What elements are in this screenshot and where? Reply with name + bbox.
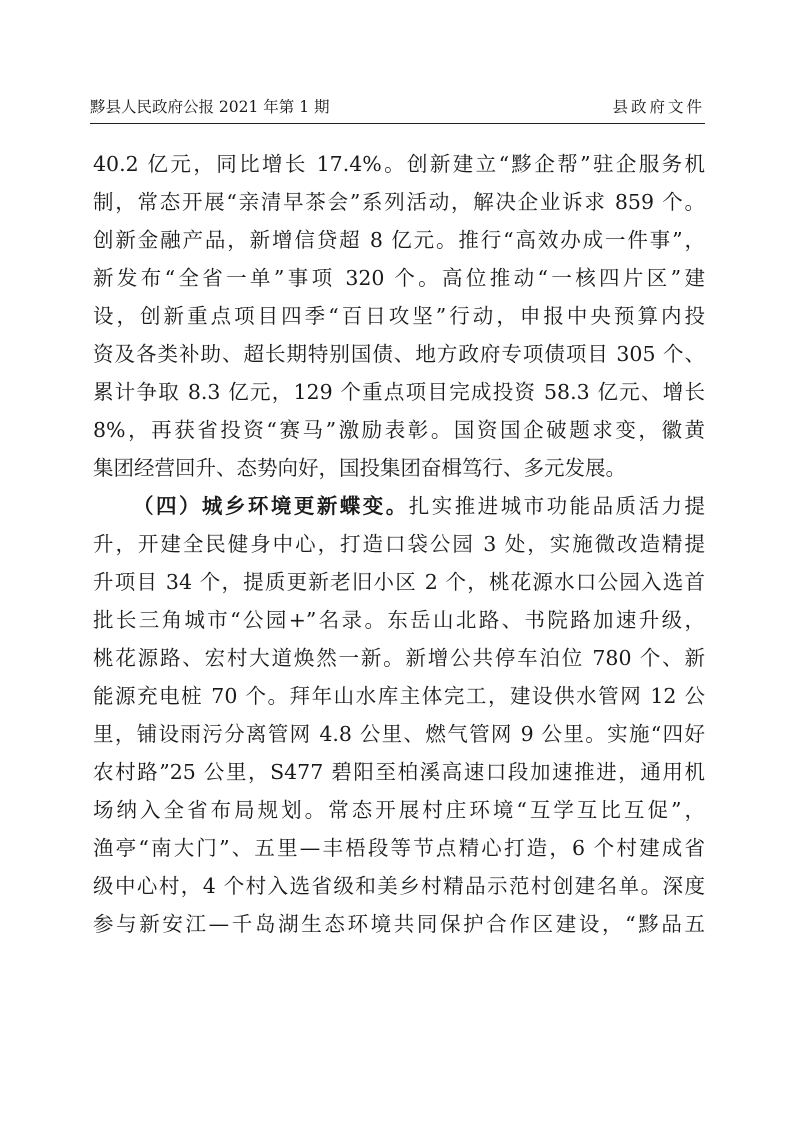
gazette-title: 黟县人民政府公报 2021 年第 1 期 <box>90 98 330 116</box>
heading-line-rest: 扎实推进城市功能品质活力提 <box>408 494 705 518</box>
text-line <box>93 487 705 525</box>
text-line: 农村路”25 公里，S477 碧阳至柏溪高速口段加速推进，通用机 <box>93 760 705 784</box>
text-line: 渔亭“南大门”、五里—丰梧段等节点精心打造，6 个村建成省 <box>93 836 705 860</box>
paragraph-economy <box>93 145 705 487</box>
text-line: 资及各类补助、超长期特别国债、地方政府专项债项目 305 个、 <box>93 342 705 366</box>
text-line: 创新金融产品，新增信贷超 8 亿元。推行“高效办成一件事”， <box>93 228 705 252</box>
text-line: 级中心村，4 个村入选省级和美乡村精品示范村创建名单。深度 <box>93 874 705 898</box>
text-line: 设，创新重点项目四季“百日攻坚”行动，申报中央预算内投 <box>93 304 705 328</box>
text-line: 累计争取 8.3 亿元，129 个重点项目完成投资 58.3 亿元、增长 <box>93 380 705 404</box>
text-line: 场纳入全省布局规划。常态开展村庄环境“互学互比互促”， <box>93 798 705 822</box>
text-line: 新发布“全省一单”事项 320 个。高位推动“一核四片区”建 <box>93 266 705 290</box>
document-body <box>93 145 705 943</box>
paragraph-urban-rural <box>93 487 705 943</box>
text-line: 制，常态开展“亲清早茶会”系列活动，解决企业诉求 859 个。 <box>93 190 705 214</box>
text-line: 集团经营回升、态势向好，国投集团奋楫笃行、多元发展。 <box>93 456 626 480</box>
section-label: 县政府文件 <box>612 98 705 116</box>
text-line: 8%，再获省投资“赛马”激励表彰。国资国企破题求变，徽黄 <box>93 418 705 442</box>
text-line: 参与新安江—千岛湖生态环境共同保护合作区建设，“黟品五 <box>93 912 705 936</box>
text-line: 批长三角城市“公园+”名录。东岳山北路、书院路加速升级， <box>93 608 705 632</box>
text-line: 桃花源路、宏村大道焕然一新。新增公共停车泊位 780 个、新 <box>93 646 705 670</box>
text-line: 升项目 34 个，提质更新老旧小区 2 个，桃花源水口公园入选首 <box>93 570 705 594</box>
page-header <box>90 94 705 120</box>
text-line: 升，开建全民健身中心，打造口袋公园 3 处，实施微改造精提 <box>93 532 705 556</box>
header-divider <box>90 123 705 124</box>
text-line: 能源充电桩 70 个。拜年山水库主体完工，建设供水管网 12 公 <box>93 684 705 708</box>
section-heading: （四）城乡环境更新蝶变。 <box>133 494 409 518</box>
text-line: 里，铺设雨污分离管网 4.8 公里、燃气管网 9 公里。实施“四好 <box>93 722 705 746</box>
text-line: 40.2 亿元，同比增长 17.4%。创新建立“黟企帮”驻企服务机 <box>93 152 705 176</box>
